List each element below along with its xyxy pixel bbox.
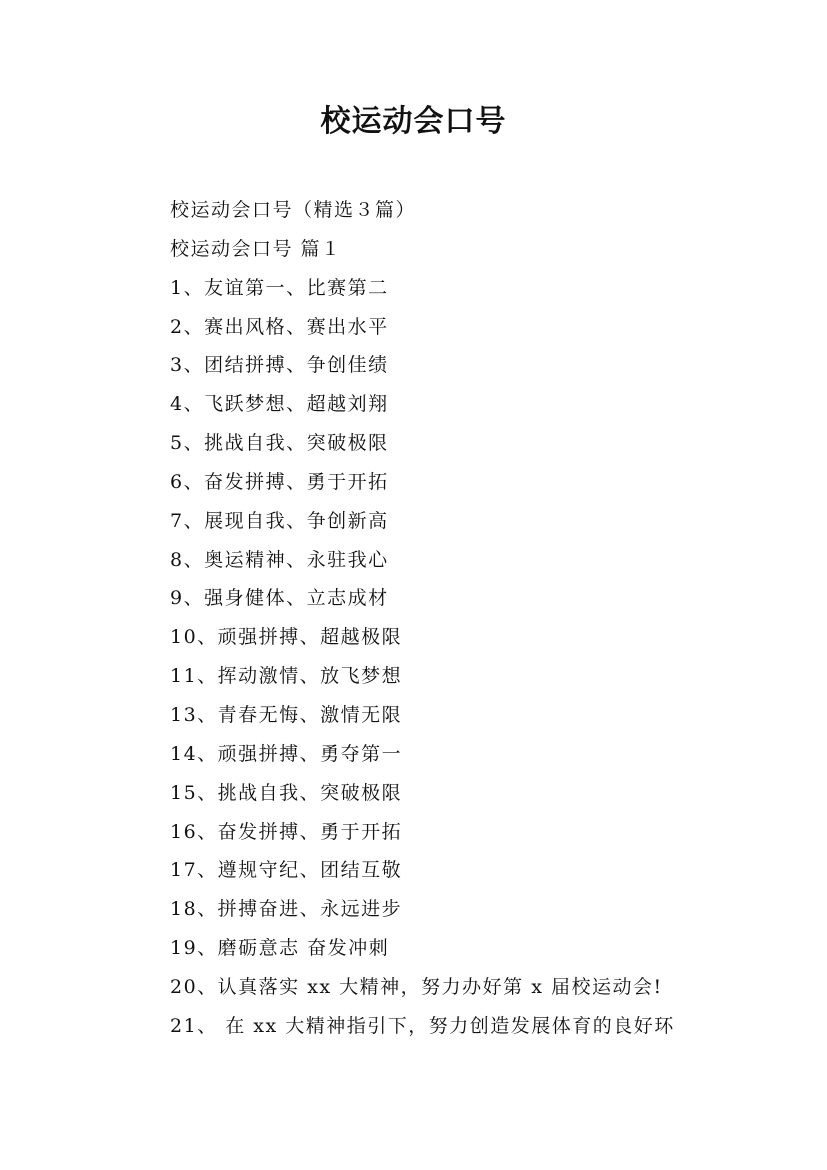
slogan-item: 7、展现自我、争创新高 xyxy=(170,509,389,532)
document-title: 校运动会口号 xyxy=(320,104,507,139)
slogan-item: 3、团结拼搏、争创佳绩 xyxy=(170,354,389,377)
slogan-item: 4、飞跃梦想、超越刘翔 xyxy=(170,393,389,416)
slogan-item: 11、挥动激情、放飞梦想 xyxy=(170,665,403,688)
slogan-item: 15、挑战自我、突破极限 xyxy=(170,781,403,804)
slogan-item: 1、友谊第一、比赛第二 xyxy=(170,276,389,299)
slogan-item: 5、挑战自我、突破极限 xyxy=(170,432,389,455)
section-heading: 校运动会口号 篇１ xyxy=(170,237,342,260)
slogan-item: 14、顽强拼搏、勇夺第一 xyxy=(170,742,403,765)
document-body xyxy=(170,191,770,1046)
slogan-item: 17、遵规守纪、团结互敬 xyxy=(170,859,403,882)
slogan-item: 16、奋发拼搏、勇于开拓 xyxy=(170,820,403,843)
slogan-item: 6、奋发拼搏、勇于开拓 xyxy=(170,470,389,493)
slogan-item: 20、认真落实 xx 大精神，努力办好第 x 届校运动会! xyxy=(170,975,663,998)
slogan-item: 8、奥运精神、永驻我心 xyxy=(170,548,389,571)
slogan-item: 13、青春无悔、激情无限 xyxy=(170,703,403,726)
slogan-item: 19、磨砺意志 奋发冲刺 xyxy=(170,937,390,960)
slogan-item: 18、拼搏奋进、永远进步 xyxy=(170,898,403,921)
slogan-item: 9、强身健体、立志成材 xyxy=(170,587,389,610)
slogan-item: 21、 在 xx 大精神指引下，努力创造发展体育的良好环 xyxy=(170,1014,675,1037)
slogan-item: 2、赛出风格、赛出水平 xyxy=(170,315,389,338)
slogan-item: 10、顽强拼搏、超越极限 xyxy=(170,626,403,649)
document-subtitle: 校运动会口号（精选３篇） xyxy=(170,199,417,221)
